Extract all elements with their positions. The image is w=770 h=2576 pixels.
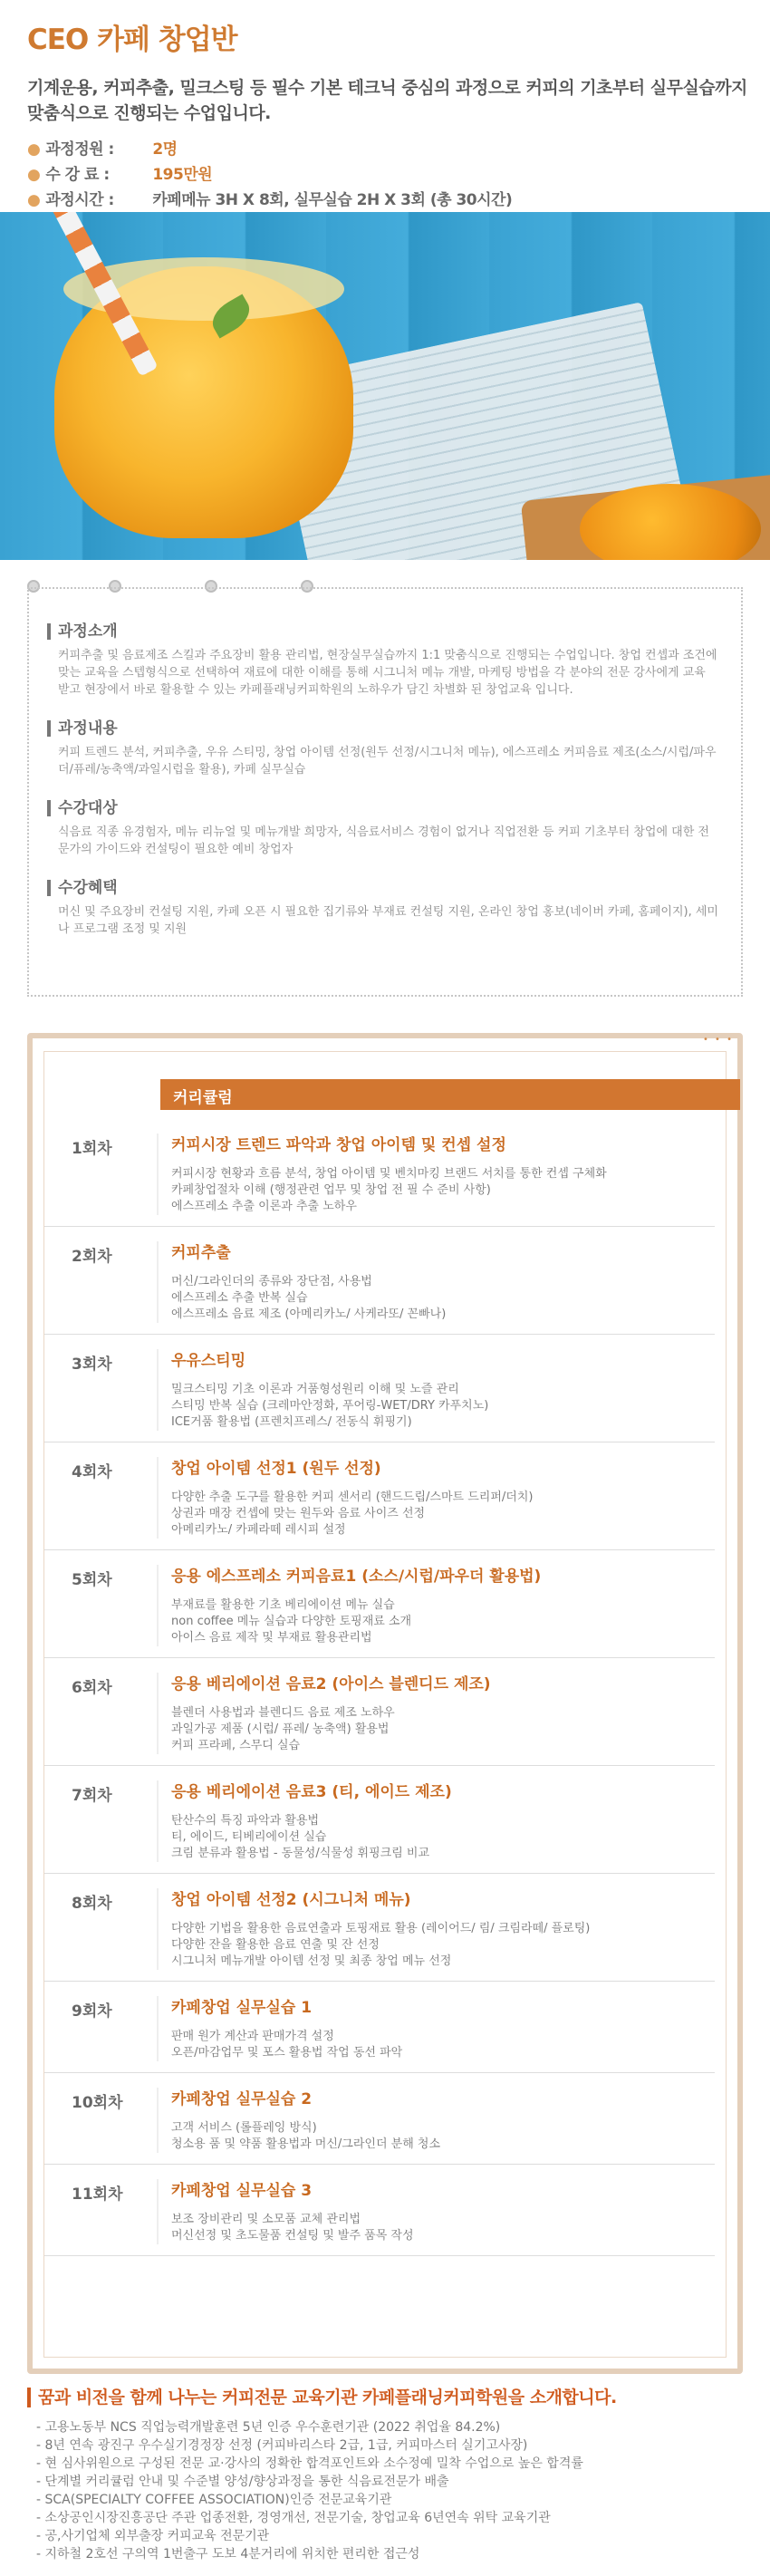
session-number: 6회차 <box>72 1679 112 1697</box>
curriculum-row <box>44 1227 715 1335</box>
decor-dots: • • • <box>702 1035 734 1045</box>
session-title: 응용 에스프레소 커피음료1 (소스/시럽/파우더 활용법) <box>171 1568 542 1586</box>
session-number: 11회차 <box>72 2185 123 2204</box>
section-title: 과정내용 <box>47 720 719 737</box>
session-description-line: 보조 장비관리 및 소모품 교체 관리법 <box>171 2213 361 2226</box>
session-content <box>157 1996 715 2061</box>
curriculum-row <box>44 1982 715 2073</box>
session-number: 3회차 <box>72 1356 112 1374</box>
session-title: 응용 베리에이션 음료2 (아이스 블렌디드 제조) <box>171 1675 491 1693</box>
section-title: 과정소개 <box>47 623 719 640</box>
academy-feature-item: - 현 심사위원으로 구성된 전문 교·강사의 정확한 합격포인트와 소수정예 밀착 수업으로 높은 합격률 <box>36 2456 583 2471</box>
session-content <box>157 1888 715 1970</box>
session-description <box>171 1705 715 1754</box>
course-header <box>27 16 752 213</box>
session-description-line: 상권과 매장 컨셉에 맞는 원두와 음료 사이즈 선정 <box>171 1507 426 1520</box>
session-description <box>171 1597 715 1646</box>
curriculum-row <box>44 1658 715 1766</box>
course-info-box <box>27 587 743 997</box>
info-section-benefits <box>47 880 719 938</box>
session-content <box>157 1349 715 1431</box>
session-description-line: 다양한 기법을 활용한 음료연출과 토핑재료 활용 (레이어드/ 림/ 크림라떼/ 플로팅) <box>171 1922 591 1935</box>
session-description-line: 블렌더 사용법과 블렌디드 음료 제조 노하우 <box>171 1706 395 1720</box>
session-description <box>171 1382 715 1431</box>
session-description-line: 티, 에이드, 티베리에이션 실습 <box>171 1830 327 1844</box>
session-description <box>171 1921 715 1970</box>
session-number: 8회차 <box>72 1895 112 1913</box>
curriculum-row <box>44 2165 715 2256</box>
curriculum-row <box>44 1874 715 1982</box>
curriculum-row <box>44 2073 715 2165</box>
session-content <box>157 1241 715 1323</box>
bullet-dot-icon: ● <box>27 191 41 209</box>
session-content <box>157 2179 715 2244</box>
session-title: 커피추출 <box>171 1244 231 1262</box>
session-title: 카페창업 실무실습 3 <box>171 2182 313 2200</box>
session-description-line: 판매 원가 계산과 판매가격 설정 <box>171 2030 334 2043</box>
session-content <box>157 1457 715 1539</box>
fact-hours <box>27 188 752 213</box>
session-description-line: 에스프레소 음료 제조 (아메리카노/ 사케라또/ 꼰빠나) <box>171 1307 447 1321</box>
session-title: 응용 베리에이션 음료3 (티, 에이드 제조) <box>171 1783 452 1801</box>
session-description <box>171 2212 715 2244</box>
session-content <box>157 2088 715 2153</box>
session-content <box>157 1134 715 1215</box>
page-title: CEO 카페 창업반 <box>27 24 237 56</box>
curriculum-inner <box>43 1051 727 2358</box>
academy-intro <box>27 2388 752 2563</box>
session-number: 9회차 <box>72 2002 112 2021</box>
academy-feature-item: - 공,사기업체 외부출장 커피교육 전문기관 <box>36 2529 270 2543</box>
session-description-line: 크림 분류과 활용법 - 동물성/식물성 휘핑크림 비교 <box>171 1847 430 1860</box>
fact-label: 과정시간 : <box>45 191 114 209</box>
curriculum-row <box>44 1766 715 1874</box>
info-section-content <box>47 720 719 778</box>
session-description-line: 머신선정 및 초도물품 컨설팅 및 발주 품목 작성 <box>171 2229 414 2243</box>
session-description <box>171 2120 715 2153</box>
session-description-line: 부재료를 활용한 기초 베리에이션 메뉴 실습 <box>171 1598 395 1612</box>
session-number: 5회차 <box>72 1571 112 1589</box>
session-description-line: 에스프레소 추출 반복 실습 <box>171 1291 308 1305</box>
section-title: 수강혜택 <box>47 880 719 896</box>
session-description <box>171 2029 715 2061</box>
bullet-dot-icon: ● <box>27 166 41 184</box>
curriculum-frame <box>27 1033 743 2374</box>
curriculum-row <box>44 1442 715 1550</box>
session-description <box>171 1490 715 1539</box>
session-description-line: 고객 서비스 (롤플레잉 방식) <box>171 2121 317 2135</box>
session-description-line: 오픈/마감업무 및 포스 활용법 작업 동선 파악 <box>171 2046 403 2060</box>
section-body: 커피추출 및 음료제조 스킬과 주요장비 활용 관리법, 현장실무실습까지 1:1 맞춤식으로 진행되는 수업입니다. 창업 컨셉과 조건에 맞는 교육을 스텝형식으로 선택하여 재료에 대한 이해를 통해 시그니처 메뉴 개발, 마케팅 방법을 각 분야의 전문 강사에게 교육 받고 현장에서 바로 활용할 수 있는 카페플래닝커피학원의 노하우가 담긴 차별화 된 창업교육 입니다. <box>58 649 717 697</box>
curriculum-row <box>44 1119 715 1227</box>
fact-capacity <box>27 137 752 162</box>
section-title: 수강대상 <box>47 800 719 816</box>
session-description-line: 밀크스티밍 기초 이론과 거품형성원리 이해 및 노즐 관리 <box>171 1383 459 1396</box>
fact-value: 195만원 <box>152 166 213 184</box>
session-content <box>157 1780 715 1862</box>
session-description-line: 머신/그라인더의 종류와 장단점, 사용법 <box>171 1275 372 1288</box>
session-title: 카페창업 실무실습 1 <box>171 1999 313 2017</box>
session-description-line: 과일가공 제품 (시럽/ 퓨레/ 농축액) 활용법 <box>171 1722 390 1736</box>
section-body: 식음료 직종 유경험자, 메뉴 리뉴얼 및 메뉴개발 희망자, 식음료서비스 경험이 없거나 직업전환 등 커피 기초부터 창업에 대한 전문가의 가이드와 컨설팅이 필요한 예비 창업자 <box>58 825 709 856</box>
info-section-intro <box>47 623 719 699</box>
session-description-line: 아메리카노/ 카페라떼 레시피 설정 <box>171 1523 346 1537</box>
session-title: 커피시장 트렌드 파악과 창업 아이템 및 컨셉 설정 <box>171 1136 506 1154</box>
hero-mango-smoothie-image <box>0 212 770 560</box>
session-description-line: 카페창업절차 이해 (행정관련 업무 및 창업 전 필 수 준비 사항) <box>171 1183 491 1197</box>
session-description-line: 시그니처 메뉴개발 아이템 선정 및 최종 창업 메뉴 선정 <box>171 1954 452 1968</box>
session-content <box>157 1565 715 1646</box>
academy-feature-list <box>27 2418 752 2563</box>
fact-fee <box>27 162 752 188</box>
academy-feature-item: - 소상공인시장진흥공단 주관 업종전환, 경영개선, 전문기술, 창업교육 6년연속 위탁 교육기관 <box>36 2511 551 2525</box>
session-title: 창업 아이템 선정1 (원두 선정) <box>171 1460 381 1478</box>
course-intro: 기계운용, 커피추출, 밀크스팅 등 필수 기본 테크닉 중심의 과정으로 커피의 기초부터 실무실습까지 맞춤식으로 진행되는 수업입니다. <box>27 78 747 123</box>
session-description-line: 커피시장 현황과 흐름 분석, 창업 아이템 및 벤치마킹 브랜드 서치를 통한 컨셉 구체화 <box>171 1167 607 1181</box>
session-description <box>171 1813 715 1862</box>
session-title: 우유스티밍 <box>171 1352 246 1370</box>
curriculum-rows <box>44 1119 715 2256</box>
fact-value: 카페메뉴 3H X 8회, 실무실습 2H X 3회 (총 30시간) <box>152 191 513 209</box>
session-description-line: 아이스 음료 제작 및 부재료 활용관리법 <box>171 1631 372 1645</box>
section-body: 커피 트렌드 분석, 커피추출, 우유 스티밍, 창업 아이템 선정(원두 선정/시그니처 메뉴), 에스프레소 커피음료 제조(소스/시럽/파우더/퓨레/농축액/과일시럽을 활용), 카페 실무실습 <box>58 746 717 777</box>
academy-feature-item: - SCA(SPECIALTY COFFEE ASSOCIATION)인증 전문교육기관 <box>36 2493 392 2507</box>
session-description-line: 다양한 잔을 활용한 음료 연출 및 잔 선정 <box>171 1938 380 1952</box>
academy-feature-item: - 단계별 커리큘럼 안내 및 수준별 양성/향상과정을 통한 식음료전문가 배출 <box>36 2475 449 2489</box>
session-description-line: 스티밍 반복 실습 (크레마안정화, 푸어링-WET/DRY 카푸치노) <box>171 1399 489 1413</box>
session-description-line: 청소용 품 및 약품 활용법과 머신/그라인더 분해 청소 <box>171 2137 441 2151</box>
session-number: 7회차 <box>72 1787 112 1805</box>
session-number: 10회차 <box>72 2094 123 2112</box>
session-description <box>171 1166 715 1215</box>
curriculum-row <box>44 1335 715 1442</box>
curriculum-row <box>44 1550 715 1658</box>
academy-heading: 꿈과 비전을 함께 나누는 커피전문 교육기관 카페플래닝커피학원을 소개합니다. <box>27 2388 752 2407</box>
session-title: 창업 아이템 선정2 (시그니처 메뉴) <box>171 1891 411 1909</box>
info-section-target <box>47 800 719 858</box>
session-number: 2회차 <box>72 1248 112 1266</box>
section-body: 머신 및 주요장비 컨설팅 지원, 카페 오픈 시 필요한 집기류와 부재료 컨설팅 지원, 온라인 창업 홍보(네이버 카페, 홈페이지), 세미나 프로그램 조정 및 지원 <box>58 905 718 936</box>
course-facts <box>27 137 752 213</box>
session-description-line: 에스프레소 추출 이론과 추출 노하우 <box>171 1200 357 1213</box>
session-title: 카페창업 실무실습 2 <box>171 2090 313 2108</box>
curriculum-tab: 커리큘럼 <box>160 1079 740 1110</box>
session-description-line: ICE거품 활용법 (프렌치프레스/ 전동식 휘핑기) <box>171 1415 412 1429</box>
session-description-line: non coffee 메뉴 실습과 다양한 토핑재료 소개 <box>171 1615 412 1628</box>
session-number: 4회차 <box>72 1463 112 1481</box>
session-description-line: 다양한 추출 도구를 활용한 커피 센서리 (핸드드립/스마트 드리퍼/더치) <box>171 1491 534 1504</box>
session-description <box>171 1274 715 1323</box>
session-number: 1회차 <box>72 1140 112 1158</box>
academy-feature-item: - 8년 연속 광진구 우수실기경정장 선정 (커피바리스타 2급, 1급, 커피마스터 실기고사장) <box>36 2438 528 2453</box>
bullet-dot-icon: ● <box>27 140 41 159</box>
session-description-line: 커피 프라페, 스무디 실습 <box>171 1739 301 1752</box>
academy-feature-item: - 지하철 2호선 구의역 1번출구 도보 4분거리에 위치한 편리한 접근성 <box>36 2547 420 2562</box>
session-description-line: 탄산수의 특징 파악과 활용법 <box>171 1814 320 1828</box>
fact-label: 수 강 료 : <box>45 166 110 184</box>
fact-value: 2명 <box>152 140 178 159</box>
academy-feature-item: - 고용노동부 NCS 직업능력개발훈련 5년 인증 우수훈련기관 (2022 취업율 84.2%) <box>36 2420 501 2435</box>
fact-label: 과정정원 : <box>45 140 114 159</box>
session-content <box>157 1673 715 1754</box>
